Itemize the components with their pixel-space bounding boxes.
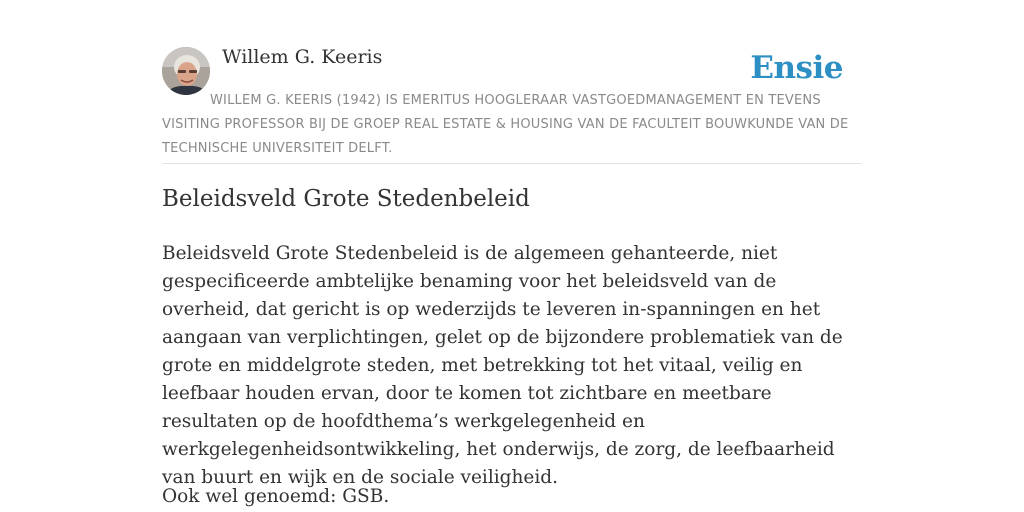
divider — [162, 163, 862, 164]
brand-logo[interactable]: Ensie — [750, 50, 843, 86]
author-avatar[interactable] — [162, 47, 210, 95]
entry-definition: Beleidsveld Grote Stedenbeleid is de algemeen gehanteerde, niet gespecificeerde ambtelijke benaming voor het beleidsveld van de overheid, dat gericht is op wederzijds te leveren in-spanningen en het aangaan van verplichtingen, gelet op de bijzondere problematiek van de grote en middelgrote steden, met betrekking tot het vitaal, veilig en leefbaar houden ervan, door te komen tot zichtbare en meetbare resultaten op de hoofdthema’s werkgelegenheid en werkgelegenheidsontwikkeling, het onderwijs, de zorg, de leefbaarheid van buurt en wijk en de sociale veiligheid. — [162, 243, 843, 488]
author-photo-icon — [162, 47, 210, 95]
author-name[interactable]: Willem G. Keeris — [222, 46, 383, 68]
entry-also-known-as: Ook wel genoemd: GSB. — [162, 486, 390, 507]
author-header — [162, 0, 862, 156]
author-bio: WILLEM G. KEERIS (1942) IS EMERITUS HOOGLERAAR VASTGOEDMANAGEMENT EN TEVENS VISITING PROFESSOR BIJ DE GROEP REAL ESTATE & HOUSING VAN DE FACULTEIT BOUWKUNDE VAN DE TECHNISCHE UNIVERSITEIT DELFT. — [162, 93, 849, 156]
entry-title: Beleidsveld Grote Stedenbeleid — [162, 186, 530, 212]
entry-card — [162, 0, 862, 507]
